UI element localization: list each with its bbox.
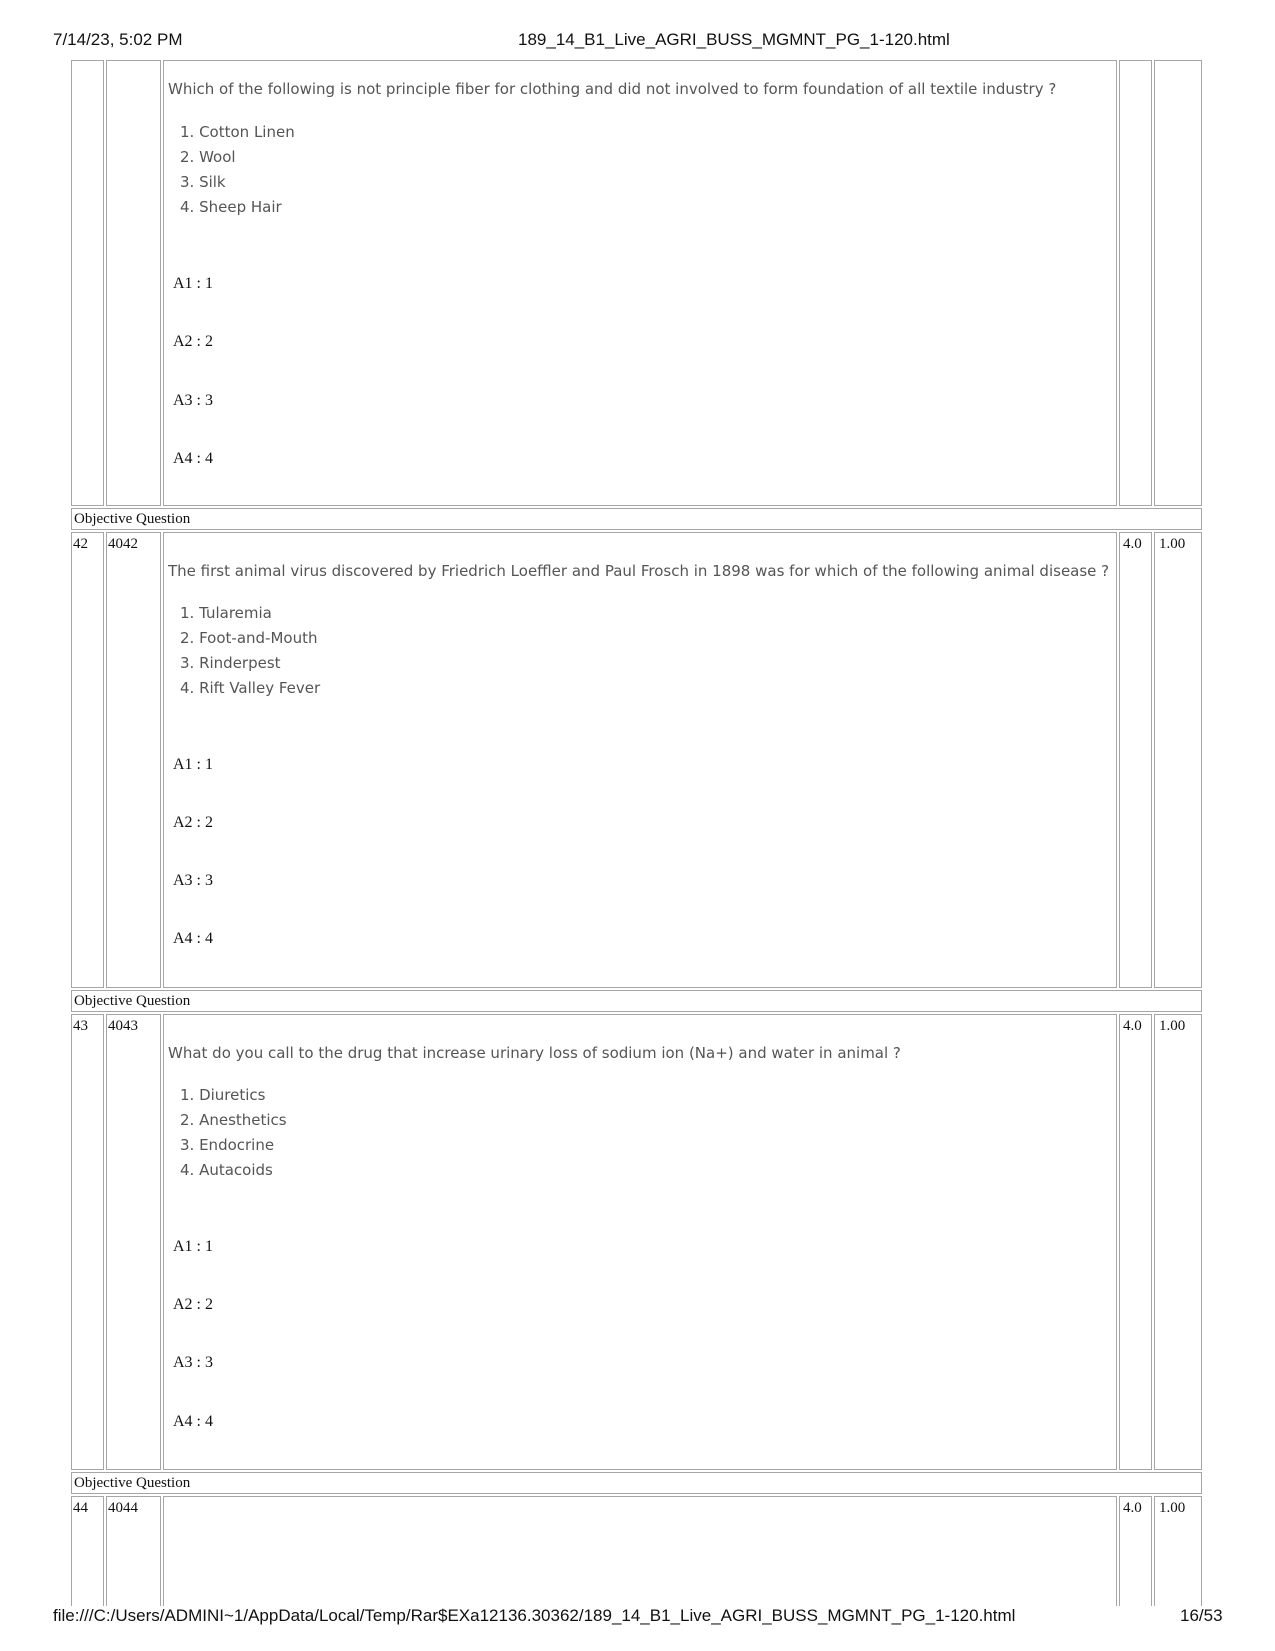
question-id: 4043 (108, 1018, 138, 1034)
answer-option: A2 : 2 (173, 333, 213, 350)
serial-number: 44 (73, 1500, 88, 1516)
page-number: 16/53 (1180, 1606, 1223, 1625)
negative-marks-value: 1.00 (1159, 1500, 1186, 1516)
sno-cell (71, 532, 104, 988)
sno-cell (71, 60, 104, 506)
qid-cell (106, 60, 161, 506)
serial-number: 43 (73, 1018, 88, 1034)
question-type-label: Objective Question (71, 990, 1202, 1012)
options-list (180, 120, 295, 220)
question-id: 4042 (108, 536, 138, 552)
option-item: 3. Endocrine (180, 1136, 275, 1154)
answer-option: A2 : 2 (173, 814, 213, 831)
negative-marks-value: 1.00 (1159, 536, 1186, 552)
question-id: 4044 (108, 1500, 138, 1516)
option-item: 2. Foot-and-Mouth (180, 629, 318, 647)
answer-option: A1 : 1 (173, 756, 213, 773)
answer-option: A4 : 4 (173, 450, 213, 467)
question-cell (163, 60, 1117, 506)
answer-option: A1 : 1 (173, 1238, 213, 1255)
answer-option: A4 : 4 (173, 1413, 213, 1430)
answer-option: A3 : 3 (173, 1354, 213, 1371)
answer-option: A3 : 3 (173, 872, 213, 889)
option-item: 4. Autacoids (180, 1161, 273, 1179)
question-cell (163, 1014, 1117, 1470)
marks-cell (1119, 532, 1152, 988)
option-item: 2. Anesthetics (180, 1111, 287, 1129)
negative-marks-cell (1154, 532, 1202, 988)
answer-option: A3 : 3 (173, 392, 213, 409)
document-title: 189_14_B1_Live_AGRI_BUSS_MGMNT_PG_1-120.html (518, 30, 950, 49)
marks-cell (1119, 60, 1152, 506)
marks-value: 4.0 (1123, 1500, 1142, 1516)
option-item: 1. Cotton Linen (180, 123, 295, 141)
serial-number: 42 (73, 536, 88, 552)
option-item: 2. Wool (180, 148, 236, 166)
negative-marks-cell (1154, 60, 1202, 506)
qid-cell (106, 1014, 161, 1470)
question-text: The first animal virus discovered by Friedrich Loeffler and Paul Frosch in 1898 was for which of the following animal disease ? (168, 562, 1110, 580)
question-text: Which of the following is not principle fiber for clothing and did not involved to form foundation of all textile industry ? (168, 80, 1057, 98)
option-item: 1. Tularemia (180, 604, 272, 622)
option-item: 4. Rift Valley Fever (180, 679, 321, 697)
options-list (180, 1083, 287, 1183)
file-path: file:///C:/Users/ADMINI~1/AppData/Local/Temp/Rar$EXa12136.30362/189_14_B1_Live_AGRI_BUSS_MGMNT_PG_1-120.html (53, 1606, 1016, 1625)
question-cell (163, 1496, 1117, 1606)
answer-option: A4 : 4 (173, 930, 213, 947)
question-type-label: Objective Question (71, 1472, 1202, 1494)
option-item: 1. Diuretics (180, 1086, 266, 1104)
option-item: 3. Rinderpest (180, 654, 281, 672)
print-datetime: 7/14/23, 5:02 PM (53, 30, 183, 49)
marks-value: 4.0 (1123, 536, 1142, 552)
question-text: What do you call to the drug that increase urinary loss of sodium ion (Na+) and water in animal ? (168, 1044, 901, 1062)
sno-cell (71, 1014, 104, 1470)
qid-cell (106, 532, 161, 988)
marks-value: 4.0 (1123, 1018, 1142, 1034)
answer-option: A2 : 2 (173, 1296, 213, 1313)
options-list (180, 601, 320, 701)
answer-option: A1 : 1 (173, 275, 213, 292)
option-item: 4. Sheep Hair (180, 198, 282, 216)
question-type-label: Objective Question (71, 508, 1202, 530)
negative-marks-cell (1154, 1014, 1202, 1470)
marks-cell (1119, 1014, 1152, 1470)
negative-marks-value: 1.00 (1159, 1018, 1186, 1034)
option-item: 3. Silk (180, 173, 226, 191)
